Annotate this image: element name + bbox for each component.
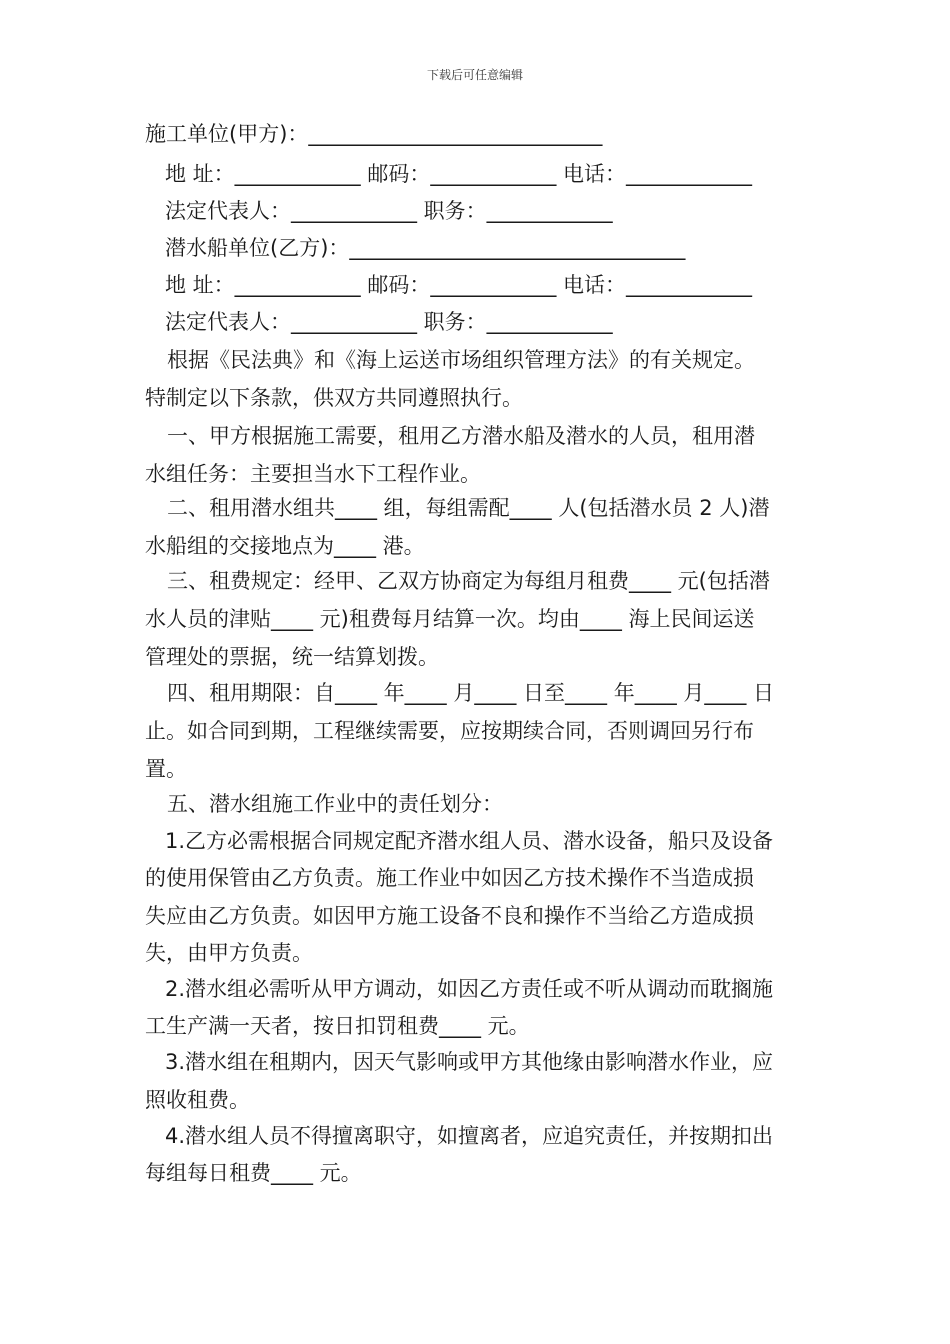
clause-5-item-4-line: 4.潜水组人员不得擅离职守，如擅离者，应追究责任，并按期扣出 — [165, 1124, 774, 1148]
clause-5-item-2-line: 工生产满一天者，按日扣罚租费____ 元。 — [145, 1014, 530, 1038]
clause-3-line: 管理处的票据，统一结算划拨。 — [145, 645, 439, 669]
clause-5-heading: 五、潜水组施工作业中的责任划分： — [167, 792, 503, 816]
party-a-unit-line: 施工单位(甲方)：____________________________ — [145, 122, 603, 146]
clause-5-item-3-line: 3.潜水组在租期内，因天气影响或甲方其他缘由影响潜水作业，应 — [165, 1050, 774, 1074]
party-b-representative-line: 法定代表人：____________ 职务：____________ — [165, 310, 613, 334]
clause-5-item-1-line: 失，由甲方负责。 — [145, 941, 313, 965]
clause-5-item-4-line: 每组每日租费____ 元。 — [145, 1161, 362, 1185]
party-b-unit-line: 潜水船单位(乙方)：________________________________ — [165, 236, 686, 260]
preamble-line: 特制定以下条款，供双方共同遵照执行。 — [145, 386, 523, 410]
clause-5-item-1-line: 的使用保管由乙方负责。施工作业中如因乙方技术操作不当造成损 — [145, 866, 754, 890]
clause-1-line: 水组任务：主要担当水下工程作业。 — [145, 462, 481, 486]
clause-3-line: 水人员的津贴____ 元)租费每月结算一次。均由____ 海上民间运送 — [145, 607, 755, 631]
party-a-address-line: 地 址：____________ 邮码：____________ 电话：____________ — [165, 162, 753, 186]
preamble-line: 根据《民法典》和《海上运送市场组织管理方法》的有关规定。 — [167, 348, 755, 372]
clause-4-line: 置。 — [145, 757, 187, 781]
clause-3-line: 三、租费规定：经甲、乙双方协商定为每组月租费____ 元(包括潜 — [167, 569, 770, 593]
clause-4-line: 止。如合同到期，工程继续需要，应按期续合同，否则调回另行布 — [145, 719, 754, 743]
clause-5-item-1-line: 失应由乙方负责。如因甲方施工设备不良和操作不当给乙方造成损 — [145, 904, 754, 928]
clause-2-line: 二、租用潜水组共____ 组，每组需配____ 人(包括潜水员 2 人)潜 — [167, 496, 770, 520]
clause-2-line: 水船组的交接地点为____ 港。 — [145, 534, 425, 558]
clause-4-line: 四、租用期限：自____ 年____ 月____ 日至____ 年____ 月____ 日 — [167, 681, 775, 705]
party-a-representative-line: 法定代表人：____________ 职务：____________ — [165, 199, 613, 223]
clause-5-item-2-line: 2.潜水组必需听从甲方调动，如因乙方责任或不听从调动而耽搁施 — [165, 977, 774, 1001]
clause-1-line: 一、甲方根据施工需要，租用乙方潜水船及潜水的人员，租用潜 — [167, 424, 755, 448]
clause-5-item-3-line: 照收租费。 — [145, 1088, 250, 1112]
clause-5-item-1-line: 1.乙方必需根据合同规定配齐潜水组人员、潜水设备，船只及设备 — [165, 829, 774, 853]
party-b-address-line: 地 址：____________ 邮码：____________ 电话：____________ — [165, 273, 753, 297]
page-header: 下载后可任意编辑 — [426, 68, 523, 82]
